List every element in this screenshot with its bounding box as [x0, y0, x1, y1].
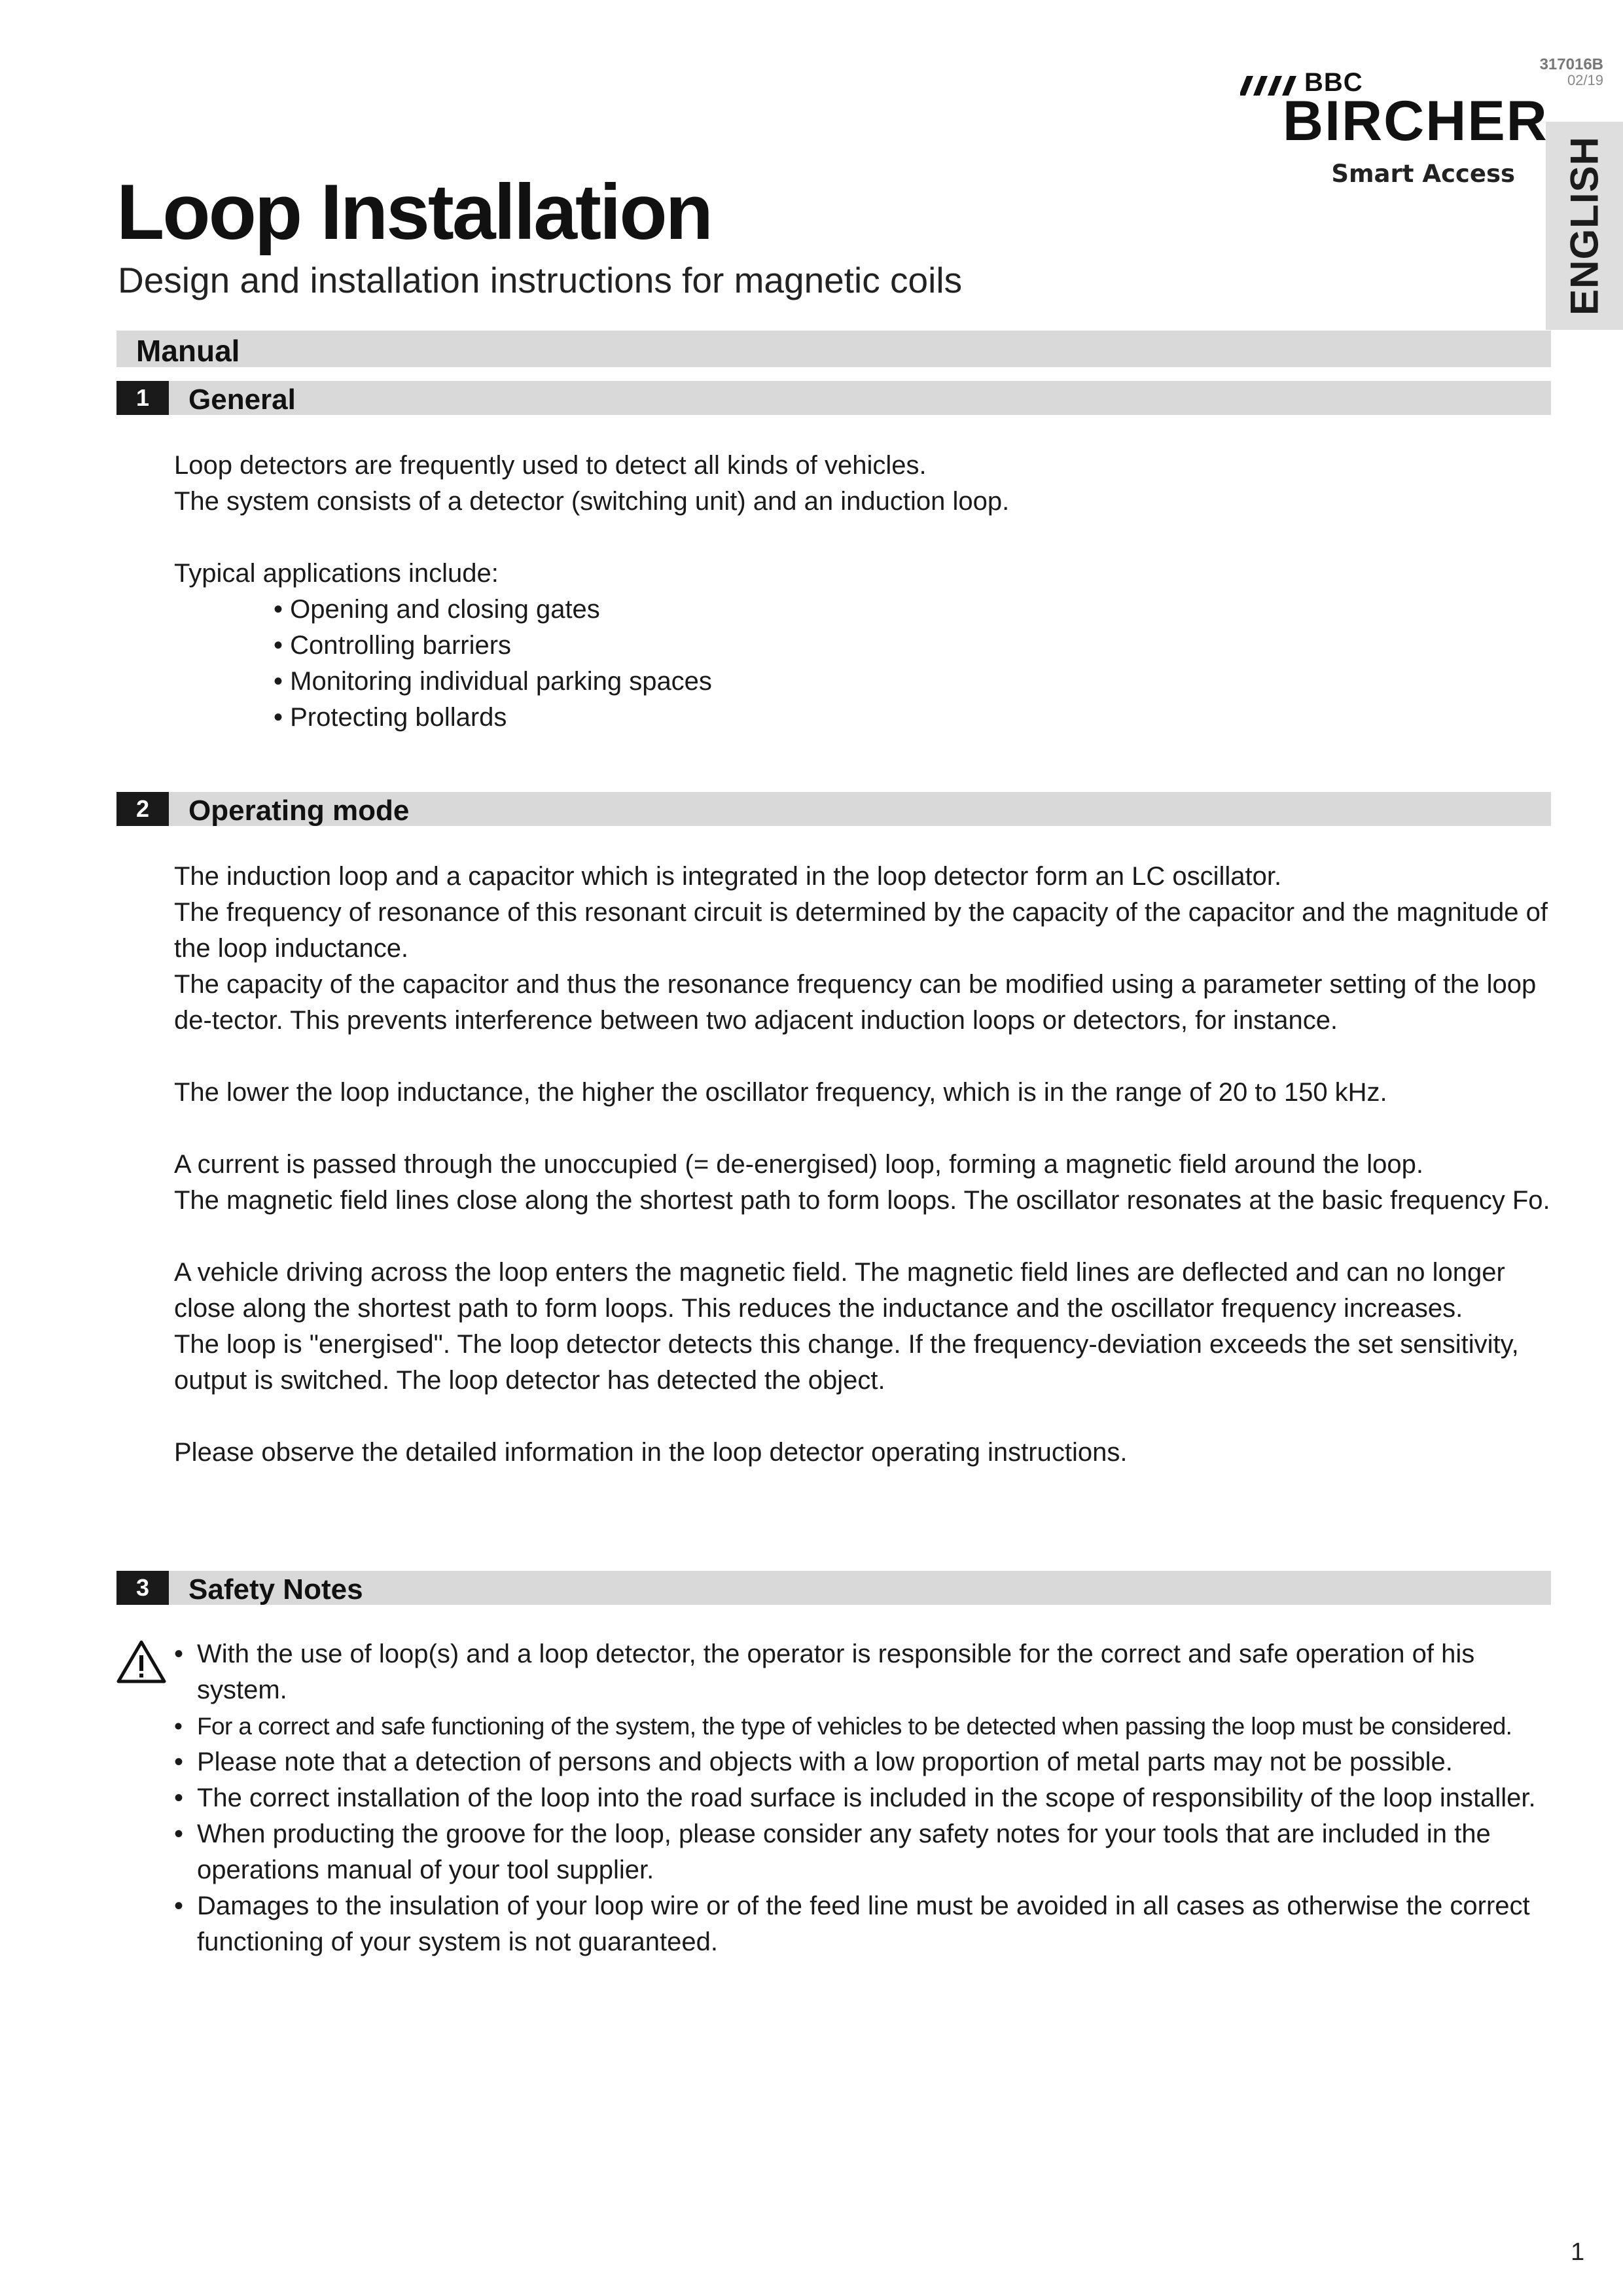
- paragraph: Loop detectors are frequently used to detect all kinds of vehicles.: [174, 451, 927, 480]
- section-3-header: [116, 1571, 1551, 1605]
- section-2-title: Operating mode: [188, 795, 410, 827]
- list-item: • The correct installation of the loop into the road surface is included in the scope of responsibility of the loop installer.: [174, 1780, 1555, 1816]
- manual-bar: [116, 331, 1551, 367]
- document-number: 317016B: [1539, 56, 1603, 73]
- list-item: • For a correct and safe functioning of the system, the type of vehicles to be detected when passing the loop must be considered.: [174, 1708, 1555, 1744]
- section-2-block-3: [174, 1147, 1555, 1219]
- warning-triangle-icon: [116, 1640, 166, 1684]
- section-2-header: [116, 792, 1551, 826]
- paragraph: Please observe the detailed information in the loop detector operating instructions.: [174, 1438, 1128, 1467]
- section-2-number: 2: [116, 792, 169, 826]
- section-1-header: [116, 381, 1551, 415]
- brand-bbc: BBC: [1304, 68, 1363, 97]
- list-item: • Monitoring individual parking spaces: [274, 664, 712, 700]
- list-item: • Please note that a detection of persons and objects with a low proportion of metal parts may not be possible.: [174, 1744, 1555, 1780]
- list-item: • Damages to the insulation of your loop wire or of the feed line must be avoided in all cases as otherwise the correct functioning of your system is not guaranteed.: [174, 1888, 1555, 1960]
- page-subtitle: Design and installation instructions for magnetic coils: [118, 260, 963, 300]
- language-tab: [1546, 122, 1623, 330]
- paragraph: The magnetic field lines close along the shortest path to form loops. The oscillator resonates at the basic frequency Fo.: [174, 1186, 1550, 1215]
- paragraph: A vehicle driving across the loop enters the magnetic field. The magnetic field lines are deflected and can no longer close along the shortest path to form loops. This reduces the inductance and the oscillator frequency increases.: [174, 1258, 1505, 1323]
- page-title: Loop Installation: [116, 168, 711, 256]
- section-3-number: 3: [116, 1571, 169, 1605]
- section-2-block-4: [174, 1255, 1555, 1399]
- list-item: • Controlling barriers: [274, 628, 712, 664]
- brand-logo: [1240, 68, 1548, 192]
- list-item: • Protecting bollards: [274, 700, 712, 736]
- list-item: • With the use of loop(s) and a loop detector, the operator is responsible for the correct and safe operation of his system.: [174, 1636, 1555, 1708]
- applications-list: [274, 592, 712, 736]
- safety-notes-list: [174, 1636, 1555, 1960]
- page-number: 1: [1571, 2238, 1585, 2266]
- document-code: [1531, 56, 1603, 88]
- paragraph: Typical applications include:: [174, 559, 499, 588]
- paragraph: The frequency of resonance of this resonant circuit is determined by the capacity of the capacitor and the magnitude of the loop inductance.: [174, 898, 1548, 963]
- paragraph: The capacity of the capacitor and thus the resonance frequency can be modified using a parameter setting of the loop de-tector. This prevents interference between two adjacent induction loops or detectors, for instance.: [174, 970, 1537, 1035]
- paragraph: The lower the loop inductance, the higher the oscillator frequency, which is in the range of 20 to 150 kHz.: [174, 1078, 1387, 1107]
- paragraph: The loop is "energised". The loop detector detects this change. If the frequency-deviation exceeds the set sensitivity, output is switched. The loop detector has detected the object.: [174, 1330, 1519, 1395]
- section-2-block-2: [174, 1075, 1555, 1111]
- manual-label: Manual: [136, 334, 240, 368]
- paragraph: A current is passed through the unoccupied (= de-energised) loop, forming a magnetic field around the loop.: [174, 1150, 1423, 1179]
- section-1-list-intro: [174, 556, 1555, 592]
- paragraph: The system consists of a detector (switching unit) and an induction loop.: [174, 487, 1010, 516]
- section-3-title: Safety Notes: [188, 1573, 363, 1605]
- section-1-number: 1: [116, 381, 169, 415]
- brand-tagline: Smart Access: [1331, 160, 1515, 188]
- document-date: 02/19: [1567, 72, 1603, 89]
- paragraph: The induction loop and a capacitor which is integrated in the loop detector form an LC oscillator.: [174, 862, 1282, 891]
- section-1-title: General: [188, 384, 296, 416]
- section-1-intro: [174, 448, 1555, 520]
- brand-name: BIRCHER: [1283, 90, 1548, 152]
- section-2-block-1: [174, 859, 1555, 1039]
- section-2-block-5: [174, 1435, 1555, 1471]
- list-item: • Opening and closing gates: [274, 592, 712, 628]
- list-item: • When producting the groove for the loop, please consider any safety notes for your tools that are included in the operations manual of your tool supplier.: [174, 1816, 1555, 1888]
- language-label: ENGLISH: [1562, 136, 1607, 315]
